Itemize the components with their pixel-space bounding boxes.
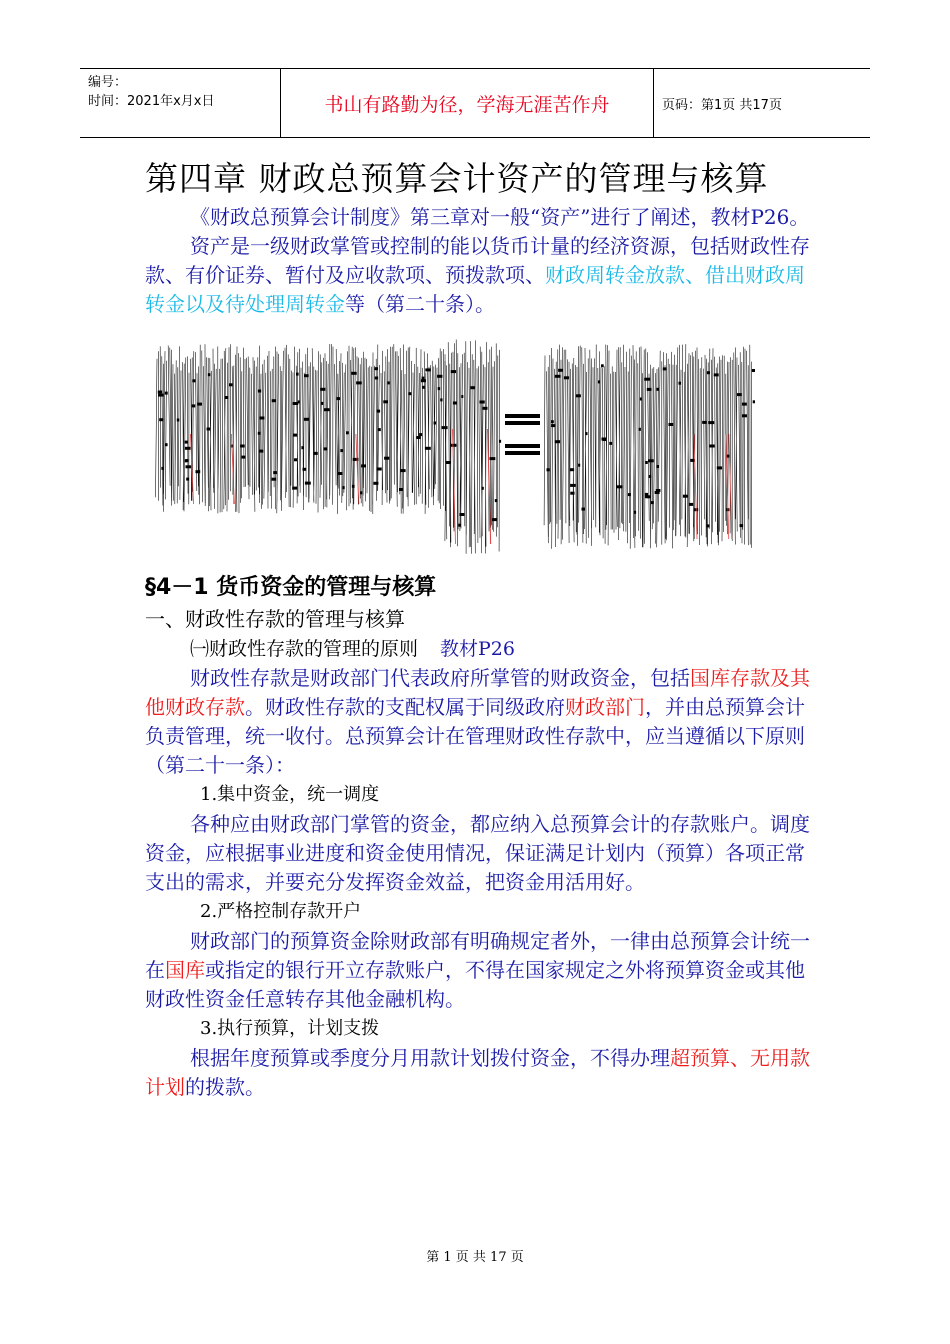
header-page-code: 页码：第1页 共17页 bbox=[662, 97, 782, 113]
diagram-noise-mark bbox=[492, 518, 497, 521]
diagram-noise-mark bbox=[656, 388, 659, 391]
diagram-noise-mark bbox=[375, 377, 378, 380]
diagram-noise-mark bbox=[709, 445, 715, 448]
intro-p2-highlight: 财政周转金放款、借出财政周转金以及待处理周转金 bbox=[145, 263, 805, 316]
diagram-noise-mark bbox=[458, 524, 461, 527]
diagram-noise-mark bbox=[207, 428, 211, 431]
diagram-noise-mark bbox=[374, 367, 377, 370]
diagram-noise-strokes bbox=[544, 344, 751, 549]
principle-3-red: 超预算、无用款计划 bbox=[145, 1046, 810, 1099]
diagram-noise-mark bbox=[186, 465, 192, 468]
header-motto: 书山有路勤为径，学海无涯苦作舟 bbox=[280, 69, 654, 137]
diagram-noise-mark bbox=[158, 391, 163, 394]
diagram-noise-mark bbox=[185, 447, 191, 450]
diagram-noise-mark bbox=[471, 386, 475, 389]
principle-1-heading: 1.集中资金，统一调度 bbox=[200, 784, 380, 805]
diagram-noise-mark bbox=[208, 373, 211, 376]
diagram-noise-mark bbox=[651, 501, 654, 504]
diagram-noise-mark bbox=[451, 370, 456, 373]
diagram-noise-mark bbox=[272, 399, 276, 402]
diagram-noise-mark bbox=[417, 436, 421, 439]
diagram-noise-mark bbox=[324, 408, 329, 411]
principle-heading bbox=[190, 634, 810, 664]
diagram-noise-mark bbox=[702, 421, 707, 424]
diagram-noise-mark bbox=[742, 403, 747, 406]
number-label: 编号： bbox=[88, 75, 128, 90]
diagram-noise-mark bbox=[177, 419, 180, 422]
diagram-noise-mark bbox=[663, 367, 667, 370]
diagram-noise-mark bbox=[598, 380, 600, 383]
intro-p2-end: 等（第二十条）。 bbox=[345, 292, 495, 316]
intro-p2-text: 资产是一级财政掌管或控制的能以货币计量的经济资源，包括财政性存款、有价证券、暂付及应收款项、预拨款项、 bbox=[145, 234, 810, 287]
diagram-noise-mark bbox=[258, 390, 261, 393]
diagram-noise-mark bbox=[564, 376, 569, 379]
page-header bbox=[80, 68, 870, 138]
diagram-noise-mark bbox=[271, 478, 276, 481]
diagram-noise-mark bbox=[161, 467, 163, 470]
subsection-heading: 一、财政性存款的管理与核算 bbox=[145, 607, 405, 631]
diagram-noise-mark bbox=[324, 447, 328, 450]
diagram-noise-mark bbox=[753, 400, 755, 403]
diagram-noise-mark bbox=[186, 478, 189, 481]
diagram-noise-mark bbox=[582, 508, 586, 511]
diagram-noise-mark bbox=[353, 458, 359, 461]
header-meta bbox=[88, 73, 278, 111]
diagram-noise-mark bbox=[740, 524, 744, 527]
chapter-title: 第四章 财政总预算会计资产的管理与核算 bbox=[145, 159, 769, 198]
diagram-noise-mark bbox=[273, 471, 277, 474]
diagram-noise-mark bbox=[576, 394, 581, 397]
diagram-noise-mark bbox=[752, 369, 755, 372]
diagram-noise-mark bbox=[384, 457, 390, 460]
diagram-noise-mark bbox=[260, 417, 265, 420]
diagram-noise-mark bbox=[336, 397, 340, 400]
diagram-noise-mark bbox=[570, 468, 574, 471]
diagram-noise-mark bbox=[165, 392, 168, 395]
diagram-noise-mark bbox=[361, 464, 366, 467]
diagram-noise-mark bbox=[555, 375, 561, 378]
intro-paragraph-1: 《财政总预算会计制度》第三章对一般“资产”进行了阐述，教材P26。 bbox=[190, 205, 810, 229]
diagram-noise-mark bbox=[609, 442, 612, 445]
diagram-noise-mark bbox=[305, 482, 311, 485]
principle-2-red: 国库 bbox=[165, 958, 205, 982]
time-label: 时间：2021年x月x日 bbox=[88, 94, 215, 109]
diagram-noise-mark bbox=[742, 414, 747, 417]
diagram-noise-mark bbox=[293, 434, 298, 437]
principle-1-text: 各种应由财政部门掌管的资金，都应纳入总预算会计的存款账户。调度资金，应根据事业进度和资金使用情况，保证满足计划内（预算）各项正常支出的需求，并要充分发挥资金效益，把资金用活用好。 bbox=[145, 812, 810, 894]
diagram-noise-red-stroke bbox=[356, 434, 359, 504]
diagram-noise-mark bbox=[351, 372, 357, 375]
diagram-noise-mark bbox=[683, 495, 688, 498]
diagram-noise-mark bbox=[714, 373, 719, 376]
diagram-noise-mark bbox=[197, 403, 202, 406]
diagram-noise-mark bbox=[648, 459, 654, 462]
diagram-noise-mark bbox=[374, 482, 379, 485]
principle-3-b: 的拨款。 bbox=[185, 1075, 265, 1099]
diagram-noise-mark bbox=[551, 424, 555, 427]
principle-heading-text: ㈠财政性存款的管理的原则 bbox=[190, 638, 419, 660]
diagram-noise-mark bbox=[706, 524, 709, 527]
diagram-noise-mark bbox=[294, 458, 297, 461]
diagram-noise-mark bbox=[451, 444, 457, 447]
diagram-noise-mark bbox=[647, 388, 652, 391]
diagram-noise-mark bbox=[499, 440, 501, 443]
deposit-p-red2: 财政部门 bbox=[565, 695, 645, 719]
diagram-graphic bbox=[155, 339, 755, 564]
diagram-noise-mark bbox=[628, 493, 631, 496]
document-body bbox=[145, 158, 810, 1102]
diagram-noise-mark bbox=[689, 503, 693, 506]
diagram-equals-bar bbox=[505, 421, 540, 425]
principle-3-a: 根据年度预算或季度分月用款计划拨付资金，不得办理 bbox=[190, 1046, 670, 1070]
diagram-noise-mark bbox=[578, 464, 580, 467]
diagram-noise-mark bbox=[737, 393, 741, 396]
diagram-noise-mark bbox=[679, 382, 682, 385]
diagram-noise-mark bbox=[640, 398, 642, 401]
deposit-p-b: 。财政性存款的支配权属于同级政府 bbox=[245, 695, 565, 719]
diagram-noise-mark bbox=[481, 487, 483, 490]
diagram-noise-mark bbox=[377, 468, 382, 471]
diagram-noise-mark bbox=[378, 428, 381, 431]
diagram-noise-mark bbox=[425, 447, 431, 450]
diagram-noise-mark bbox=[482, 407, 487, 410]
intro-paragraph-2 bbox=[145, 232, 810, 319]
diagram-noise-mark bbox=[461, 395, 463, 398]
diagram-noise-mark bbox=[159, 418, 163, 421]
diagram-noise-mark bbox=[320, 388, 325, 391]
diagram-noise-mark bbox=[321, 402, 324, 405]
diagram-noise-mark bbox=[298, 400, 300, 403]
diagram-noise-mark bbox=[453, 402, 457, 405]
diagram-noise-mark bbox=[440, 398, 442, 401]
diagram-noise-mark bbox=[196, 470, 201, 473]
diagram-noise-mark bbox=[304, 374, 308, 377]
diagram-noise-mark bbox=[425, 368, 430, 371]
diagram-noise-mark bbox=[399, 488, 403, 491]
diagram-noise-mark bbox=[342, 486, 344, 489]
diagram-noise-mark bbox=[446, 461, 451, 464]
deposit-p-c: ，并由总预算会计负责管理，统一收付。总预算会计在管理财政性存款中，应当遵循以下原则（第二十一条）： bbox=[145, 695, 805, 777]
diagram-noise-mark bbox=[421, 379, 426, 382]
diagram-noise-mark bbox=[459, 513, 464, 516]
diagram-noise-mark bbox=[648, 475, 651, 478]
diagram-noise-mark bbox=[602, 438, 607, 441]
principle-2-heading: 2.严格控制存款开户 bbox=[200, 901, 362, 922]
diagram-noise-mark bbox=[690, 459, 694, 462]
principle-3-heading: 3.执行预算，计划支拨 bbox=[200, 1018, 380, 1039]
diagram-noise-mark bbox=[422, 386, 425, 389]
textbook-reference: 教材P26 bbox=[440, 638, 515, 660]
diagram-noise-mark bbox=[480, 401, 485, 404]
diagram-noise-mark bbox=[377, 410, 380, 413]
diagram-noise-mark bbox=[387, 381, 390, 384]
diagram-equals-bar bbox=[505, 444, 540, 448]
diagram-noise-mark bbox=[437, 375, 442, 378]
diagram-noise-mark bbox=[655, 491, 660, 494]
diagram-noise-mark bbox=[585, 432, 587, 435]
diagram-noise-mark bbox=[360, 491, 362, 494]
diagram-noise-mark bbox=[657, 465, 659, 468]
diagram-noise-mark bbox=[645, 493, 648, 496]
diagram-noise-mark bbox=[301, 446, 304, 449]
diagram-noise-mark bbox=[707, 371, 710, 374]
diagram-noise-mark bbox=[346, 431, 349, 434]
diagram-noise-mark bbox=[442, 426, 448, 429]
garbled-diagram-image bbox=[155, 339, 755, 564]
deposit-p-a: 财政性存款是财政部门代表政府所掌管的财政资金，包括 bbox=[190, 666, 690, 690]
diagram-noise-mark bbox=[184, 441, 187, 444]
principle-2-a: 财政部门的预算资金除财政部有明确规定者外，一律由总预算会计统一在 bbox=[145, 929, 810, 982]
page-footer: 第 1 页 共 17 页 bbox=[426, 1250, 524, 1265]
diagram-noise-mark bbox=[422, 377, 425, 380]
diagram-noise-mark bbox=[259, 450, 263, 453]
diagram-noise-mark bbox=[551, 420, 554, 423]
principle-2-text bbox=[145, 927, 810, 1014]
diagram-noise-mark bbox=[490, 457, 496, 460]
diagram-noise-mark bbox=[241, 456, 245, 459]
diagram-noise-mark bbox=[438, 387, 441, 390]
diagram-equals-bar bbox=[505, 451, 540, 455]
diagram-noise-mark bbox=[419, 433, 422, 436]
diagram-noise-mark bbox=[292, 402, 298, 405]
diagram-noise-mark bbox=[639, 428, 641, 431]
diagram-noise-mark bbox=[296, 373, 299, 376]
diagram-noise-mark bbox=[314, 452, 318, 455]
section-heading: §4－1 货币资金的管理与核算 bbox=[145, 575, 437, 600]
diagram-noise-mark bbox=[304, 418, 309, 421]
diagram-noise-mark bbox=[570, 484, 576, 487]
diagram-equals-bar bbox=[505, 414, 540, 418]
diagram-noise-mark bbox=[709, 421, 715, 424]
deposit-p-red1: 国库存款及其他财政存款 bbox=[145, 666, 810, 719]
diagram-noise-mark bbox=[634, 511, 636, 514]
deposit-paragraph bbox=[145, 664, 810, 780]
diagram-noise-mark bbox=[669, 423, 674, 426]
diagram-noise-mark bbox=[225, 396, 229, 399]
diagram-noise-mark bbox=[241, 445, 245, 448]
diagram-noise-mark bbox=[555, 440, 560, 443]
diagram-noise-mark bbox=[193, 379, 196, 382]
principle-3-text bbox=[145, 1044, 810, 1102]
diagram-noise-mark bbox=[547, 468, 550, 471]
diagram-noise-mark bbox=[258, 432, 261, 435]
diagram-noise-mark bbox=[338, 472, 342, 475]
diagram-noise-mark bbox=[616, 485, 622, 488]
diagram-noise-mark bbox=[434, 422, 437, 425]
diagram-noise-mark bbox=[158, 394, 164, 397]
principle-2-b: 或指定的银行开立存款账户，不得在国家规定之外将预算资金或其他财政性资金任意转存其他金融机构。 bbox=[145, 958, 805, 1011]
diagram-noise-mark bbox=[717, 466, 723, 469]
diagram-noise-mark bbox=[495, 499, 497, 502]
diagram-noise-mark bbox=[356, 381, 361, 384]
diagram-noise-mark bbox=[383, 400, 388, 403]
diagram-noise-mark bbox=[165, 443, 168, 446]
diagram-noise-mark bbox=[409, 392, 412, 395]
diagram-noise-mark bbox=[292, 487, 297, 490]
diagram-noise-mark bbox=[601, 364, 604, 367]
diagram-noise-mark bbox=[400, 469, 405, 472]
diagram-noise-mark bbox=[558, 369, 563, 372]
diagram-noise-mark bbox=[645, 378, 651, 381]
diagram-noise-mark bbox=[570, 492, 574, 495]
diagram-noise-mark bbox=[645, 461, 647, 464]
diagram-noise-mark bbox=[352, 485, 355, 488]
diagram-noise-mark bbox=[185, 459, 188, 462]
diagram-noise-mark bbox=[303, 468, 307, 471]
diagram-noise-mark bbox=[340, 449, 343, 452]
diagram-noise-mark bbox=[229, 383, 233, 386]
diagram-noise-mark bbox=[192, 404, 196, 407]
